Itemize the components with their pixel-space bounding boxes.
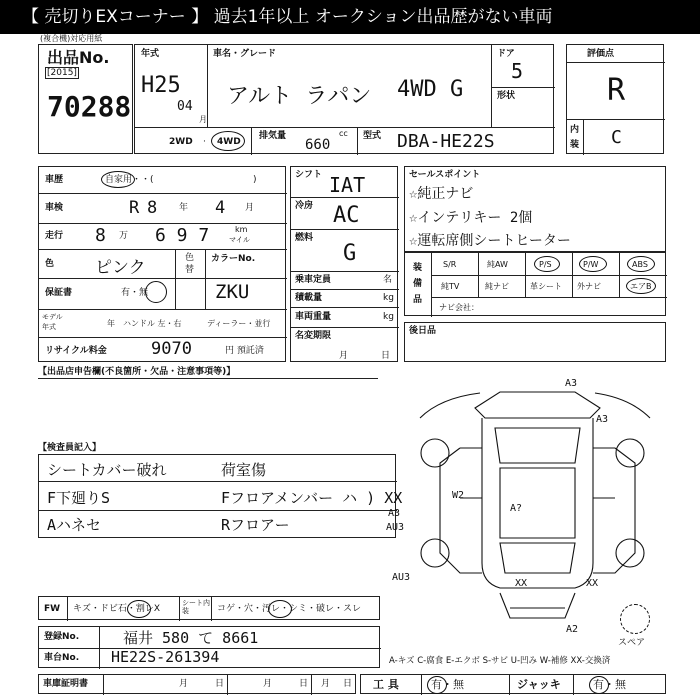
warranty-circle xyxy=(145,281,167,303)
equip-ext-navi: 外ナビ xyxy=(577,282,601,291)
tools-label: 工 具 xyxy=(373,678,399,691)
inspection-era: R xyxy=(129,198,140,218)
year-value: H25 xyxy=(141,73,181,98)
lot-label: 出品No. xyxy=(47,48,110,67)
equip-airbag: エアB xyxy=(630,282,652,291)
cert-label: 車庫証明書 xyxy=(43,679,89,689)
navi-company-label: ナビ会社： xyxy=(439,303,479,312)
model-year-label-1: モデル xyxy=(42,313,63,321)
color-change-2: 替 xyxy=(185,265,195,275)
inspector-line-2: F下廻りS xyxy=(47,489,111,507)
specs-box xyxy=(290,166,398,362)
inspection-month: 4 xyxy=(215,198,226,218)
reg-day-unit: 日 xyxy=(381,351,391,361)
inspection-month-unit: 月 xyxy=(245,203,255,213)
tools-circle xyxy=(427,676,447,694)
fuel-value: G xyxy=(343,241,357,266)
recycle-label: リサイクル料金 xyxy=(45,346,107,356)
rating-value: R xyxy=(607,73,626,108)
drive-2wd: 2WD xyxy=(169,137,193,147)
inspector-label: 【検査員記入】 xyxy=(38,443,102,453)
model-value: DBA-HE22S xyxy=(397,131,495,152)
interior-label-1: 内 xyxy=(570,125,580,135)
registration-label: 登録No. xyxy=(44,632,80,642)
drive-circle xyxy=(211,131,245,151)
interior-label-2: 装 xyxy=(570,140,580,150)
history-label: 車歴 xyxy=(45,175,64,185)
registration-box xyxy=(38,626,380,668)
warranty-options: 有・無 xyxy=(121,288,149,298)
month-unit: 月 xyxy=(199,115,207,124)
fuel-label: 燃料 xyxy=(295,233,314,243)
history-circle xyxy=(101,171,135,188)
lot-box xyxy=(38,44,133,154)
ac-label: 冷房 xyxy=(295,201,314,211)
inspector-line-1: シートカバー破れ xyxy=(47,461,167,479)
shift-value: IAT xyxy=(329,173,366,197)
cert-day-2: 日 xyxy=(299,679,309,689)
mark-au3-bottom: AU3 xyxy=(392,572,411,583)
equip-navi: 純ナビ xyxy=(485,282,509,291)
cert-month-2: 月 xyxy=(263,679,273,689)
inspection-label: 車検 xyxy=(45,203,64,213)
sale-points-label: セールスポイント xyxy=(409,170,481,180)
equipment-label-2: 備 xyxy=(413,279,423,289)
mile-unit: マイル xyxy=(229,236,250,244)
rating-label: 評価点 xyxy=(587,49,615,59)
mark-au3-left: AU3 xyxy=(386,522,405,533)
grade-value: 4WD G xyxy=(397,77,464,102)
dealer-label: ディーラー・並行 xyxy=(207,319,271,328)
jack-value: 有・無 xyxy=(593,678,626,691)
equip-ps-circle xyxy=(534,256,560,272)
equipment-label-3: 品 xyxy=(413,295,423,305)
mark-a-center: A? xyxy=(510,503,523,514)
lot-number: 70288 xyxy=(47,90,132,123)
mark-a3-left: A3 xyxy=(388,508,401,519)
mark-xx-1: XX xyxy=(515,578,528,589)
chassis-label: 車台No. xyxy=(44,653,80,663)
cert-month-1: 月 xyxy=(179,679,189,689)
color-no-value: ZKU xyxy=(215,281,250,303)
equip-leather: 革シート xyxy=(530,282,562,291)
paper-note: (複合機)対応用紙 xyxy=(40,34,103,43)
seat-circle xyxy=(268,600,292,618)
mark-a3-top: A3 xyxy=(565,378,578,389)
mileage-man-unit: 万 xyxy=(119,231,129,241)
damage-legend: A-キズ C-腐食 E-エクボ S-サビ U-凹み W-補修 XX-交換済 xyxy=(389,656,611,666)
later-date-label: 後日品 xyxy=(409,326,437,336)
load-unit: kg xyxy=(383,293,394,303)
later-date-box xyxy=(404,322,666,362)
equip-pw: P/W xyxy=(583,260,599,269)
ac-value: AC xyxy=(333,203,360,228)
equipment-label-1: 装 xyxy=(413,263,423,273)
month-value: 04 xyxy=(177,99,193,114)
cert-day-3: 日 xyxy=(343,679,353,689)
fw-circle xyxy=(127,600,151,618)
jack-circle xyxy=(589,676,609,694)
sale-point-2: ☆インテリキー 2個 xyxy=(409,210,533,226)
equip-aw: 純AW xyxy=(487,260,508,269)
km-unit: km xyxy=(235,225,248,234)
cc-unit: cc xyxy=(339,129,348,138)
vehicle-box: 年式 H25 04 月 車名・グレード アルト ラパン 4WD G ドア 5 形状 2WD · 4WD 排気量 660 cc 型式 DBA-HE22S xyxy=(134,44,554,154)
name-value: アルト ラパン xyxy=(227,84,372,109)
mark-xx-2: XX xyxy=(586,578,599,589)
banner-title: 【 売切りEXコーナー 】 過去1年以上 オークション出品歴がない車両 xyxy=(0,0,700,34)
drive-4wd: 4WD xyxy=(217,137,241,147)
mileage-man: 8 xyxy=(95,225,106,246)
sale-points-box xyxy=(404,166,666,252)
displacement-label: 排気量 xyxy=(259,131,287,141)
load-label: 積載量 xyxy=(295,293,323,303)
registration-change-label: 名変期限 xyxy=(295,331,332,341)
color-no-label: カラーNo. xyxy=(211,254,256,264)
rating-box xyxy=(566,44,664,154)
equip-airbag-circle xyxy=(626,278,656,294)
inspector-right-2: Fフロアメンバー ハ ) XX xyxy=(221,489,403,507)
color-value: ピンク xyxy=(95,258,146,278)
damage-box xyxy=(38,596,380,620)
recycle-value: 9070 xyxy=(151,339,192,359)
warranty-label: 保証書 xyxy=(45,288,73,298)
mark-a3-right: A3 xyxy=(596,414,609,425)
recycle-unit: 円 預託済 xyxy=(225,346,264,356)
cert-month-3: 月 xyxy=(321,679,331,689)
equip-abs: ABS xyxy=(632,260,648,269)
weight-label: 車両重量 xyxy=(295,312,332,322)
door-label: ドア xyxy=(497,49,515,59)
equip-ps: P/S xyxy=(539,260,552,269)
fw-items: キズ・ドビ石・割レX xyxy=(73,604,160,614)
inspector-right-3: Rフロアー xyxy=(221,516,290,534)
cert-day-1: 日 xyxy=(215,679,225,689)
spare-label: スペア xyxy=(618,638,646,648)
capacity-label: 乗車定員 xyxy=(295,275,332,285)
car-diagram xyxy=(400,378,662,628)
mileage-rest: 6 9 7 xyxy=(155,225,210,246)
mark-w2: W2 xyxy=(452,490,465,501)
fw-label: FW xyxy=(44,604,61,614)
inspection-year: 8 xyxy=(147,198,158,218)
seat-items: コゲ・穴・汚レ・シミ・破レ・スレ xyxy=(217,604,362,614)
equip-abs-circle xyxy=(627,256,655,272)
displacement-value: 660 xyxy=(305,137,331,153)
handle-label: ハンドル 左・右 xyxy=(123,319,182,328)
shift-label: シフト xyxy=(295,170,323,180)
door-value: 5 xyxy=(511,59,524,83)
year-label: 年式 xyxy=(141,49,160,59)
reg-month-unit: 月 xyxy=(339,351,349,361)
interior-value: C xyxy=(611,127,622,148)
model-year-unit: 年 xyxy=(107,319,115,328)
inspection-year-unit: 年 xyxy=(179,203,189,213)
sale-point-3: ☆運転席側シートヒーター xyxy=(409,233,571,249)
spare-icon xyxy=(620,604,650,634)
capacity-unit: 名 xyxy=(383,275,393,285)
color-change-1: 色 xyxy=(185,253,195,263)
history-box xyxy=(38,166,286,362)
equipment-box xyxy=(404,252,666,316)
jack-label: ジャッキ xyxy=(517,678,561,691)
equip-pw-circle xyxy=(579,256,607,272)
color-label: 色 xyxy=(45,259,55,269)
model-year-label-2: 年式 xyxy=(42,323,56,331)
footer-cert-box xyxy=(38,674,356,694)
inspector-box xyxy=(38,454,403,538)
equip-sr: S/R xyxy=(443,260,457,269)
seat-label: シート内装 xyxy=(182,599,210,616)
inspector-right-1: 荷室傷 xyxy=(221,461,267,479)
history-options: 自家用・・( xyxy=(105,175,154,185)
footer-tools-box xyxy=(360,674,666,694)
registration-value: 福井 580 て 8661 xyxy=(123,629,259,647)
history-close: ) xyxy=(253,175,257,185)
equip-tv: 純TV xyxy=(441,282,460,291)
lot-year-tag: [2015] xyxy=(47,68,77,78)
declaration-label: 【出品店申告欄(不良箇所・欠品・注意事項等)】 xyxy=(38,367,236,377)
model-label: 型式 xyxy=(363,131,382,141)
inspector-line-3: Aハネセ xyxy=(47,516,102,534)
sale-point-1: ☆純正ナビ xyxy=(409,186,474,202)
shape-label: 形状 xyxy=(497,91,516,101)
chassis-value: HE22S-261394 xyxy=(111,648,220,666)
mileage-label: 走行 xyxy=(45,231,64,241)
mark-a2-bottom: A2 xyxy=(566,624,579,635)
tools-value: 有・無 xyxy=(431,678,464,691)
name-label: 車名・グレード xyxy=(213,49,277,59)
weight-unit: kg xyxy=(383,312,394,322)
